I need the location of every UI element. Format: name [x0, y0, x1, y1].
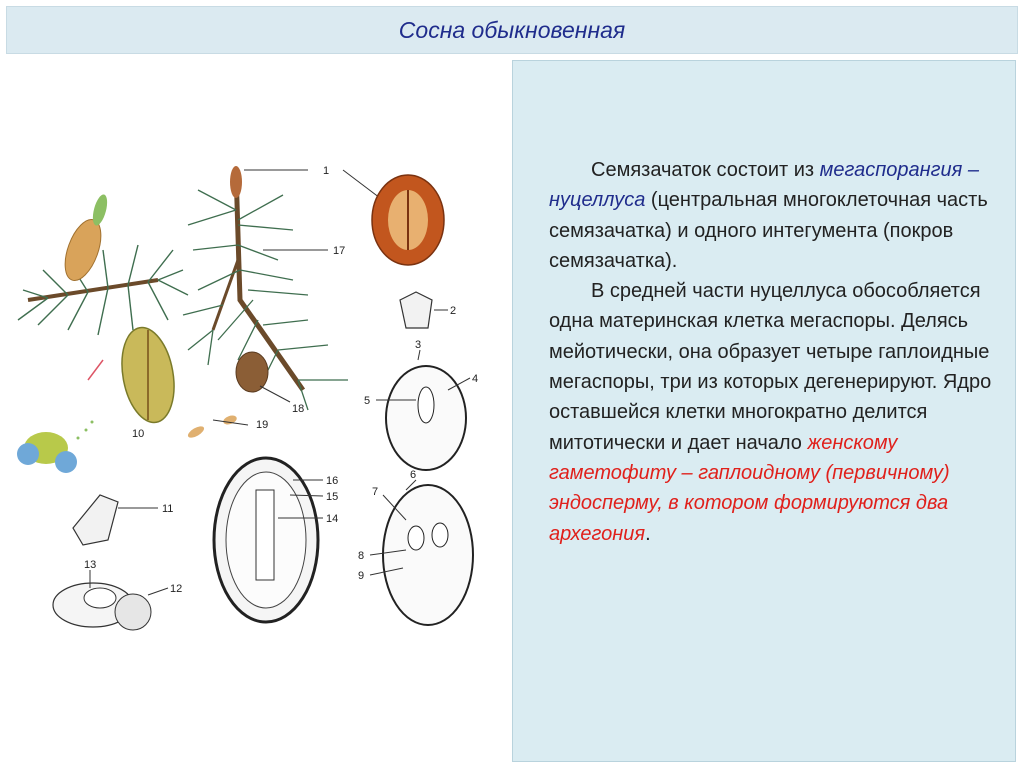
scale-2 — [400, 292, 456, 328]
p2-highlight: женскому гаметофиту – гаплоидному (первичному) эндосперму, в котором формируются два архегония — [549, 431, 950, 545]
label-12: 12 — [170, 583, 183, 595]
paragraph-2 — [549, 276, 1009, 549]
ovule-3-4-5 — [364, 339, 478, 470]
label-2: 2 — [450, 305, 457, 317]
label-17: 17 — [333, 245, 346, 257]
label-9: 9 — [358, 570, 365, 582]
p2-text-c: . — [645, 522, 651, 545]
pollen-grain — [17, 421, 94, 474]
text-panel — [512, 60, 1016, 762]
ovule-6-7-8-9 — [358, 469, 473, 625]
scale-11 — [73, 495, 173, 545]
label-16: 16 — [326, 475, 339, 487]
label-1: 1 — [323, 165, 330, 177]
pine-branch-17 — [183, 165, 348, 440]
description-text — [549, 155, 1009, 549]
p1-text-a: Семязачаток состоит из — [591, 159, 820, 181]
title-bar — [6, 6, 1018, 54]
label-7: 7 — [372, 486, 379, 498]
cone-section-1 — [343, 170, 444, 265]
label-3: 3 — [415, 339, 422, 351]
label-8: 8 — [358, 550, 365, 562]
seed-12-13 — [53, 559, 182, 630]
pine-illustration — [8, 150, 498, 655]
label-10: 10 — [132, 428, 145, 440]
label-13: 13 — [84, 559, 97, 571]
label-14: 14 — [326, 513, 339, 525]
p1-highlight: мегаспорангия – нуцеллуса — [549, 159, 979, 212]
label-11: 11 — [162, 503, 174, 515]
p1-text-c: (центральная многоклеточная часть семязачатка) и одного интегумента (покров семязачатка). — [549, 189, 988, 272]
paragraph-1 — [549, 155, 1009, 276]
label-4: 4 — [472, 373, 479, 385]
label-15: 15 — [326, 491, 339, 503]
cone-10 — [115, 323, 181, 440]
p2-text-a: В средней части нуцеллуса обособляется одна материнская клетка мегаспоры. Делясь мейотически, она образует четыре гаплоидные мегаспоры, три из которых дегенерируют. Ядро оставшейся клетки многократно делится митотически и дает начало — [549, 280, 992, 454]
label-6: 6 — [410, 469, 417, 481]
ovule-14-15-16 — [214, 458, 338, 622]
label-18: 18 — [292, 403, 305, 415]
page-title: Сосна обыкновенная — [398, 17, 626, 43]
label-5: 5 — [364, 395, 371, 407]
label-19: 19 — [256, 419, 269, 431]
